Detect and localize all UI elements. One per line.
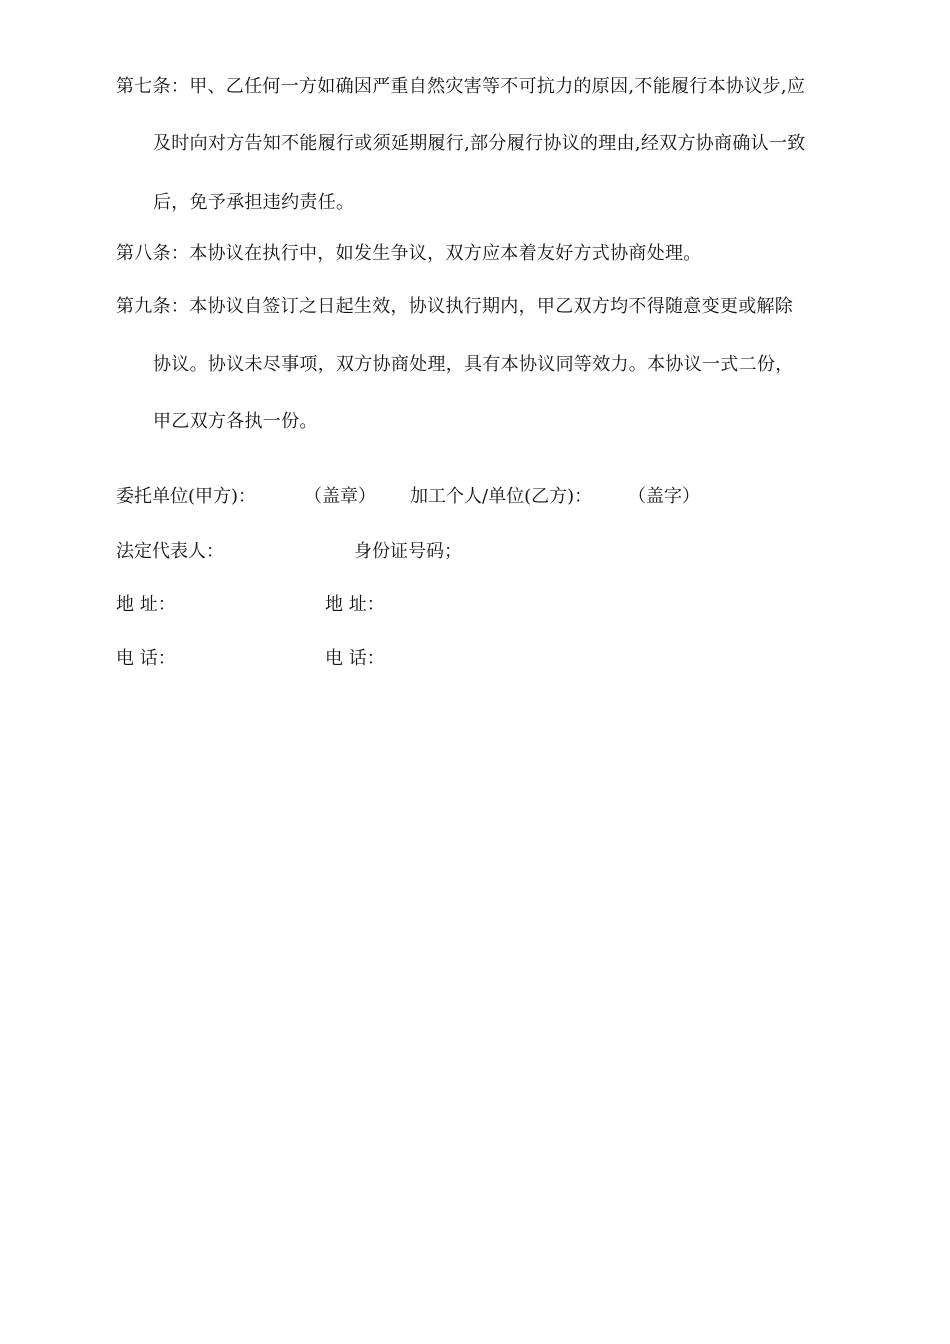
party-b-label: 加工个人/单位(乙方)： (410, 486, 593, 507)
article-nine-line-2: 协议。协议未尽事项，双方协商处理，具有本协议同等效力。本协议一式二份， (153, 354, 794, 375)
party-a-address-label: 地 址： (116, 594, 176, 615)
party-b-phone-label: 电 话： (325, 648, 385, 669)
party-b-seal: （盖字） (628, 486, 700, 507)
article-nine-line-1: 第九条：本协议自签订之日起生效，协议执行期内，甲乙双方均不得随意变更或解除 (116, 296, 794, 317)
article-seven-line-3: 后，免予承担违约责任。 (153, 192, 355, 213)
article-seven-line-1: 第七条：甲、乙任何一方如确因严重自然灾害等不可抗力的原因,不能履行本协议步,应 (116, 76, 806, 97)
party-a-phone-label: 电 话： (116, 648, 176, 669)
article-eight-line-1: 第八条：本协议在执行中，如发生争议，双方应本着友好方式协商处理。 (116, 243, 702, 264)
legal-representative-label: 法定代表人： (116, 541, 224, 562)
article-seven-line-2: 及时向对方告知不能履行或须延期履行,部分履行协议的理由,经双方协商确认一致 (153, 133, 806, 154)
id-number-label: 身份证号码； (354, 541, 462, 562)
party-a-label: 委托单位(甲方)： (116, 486, 257, 507)
party-b-address-label: 地 址： (325, 594, 385, 615)
party-a-seal: （盖章） (304, 486, 376, 507)
article-nine-line-3: 甲乙双方各执一份。 (153, 411, 318, 432)
